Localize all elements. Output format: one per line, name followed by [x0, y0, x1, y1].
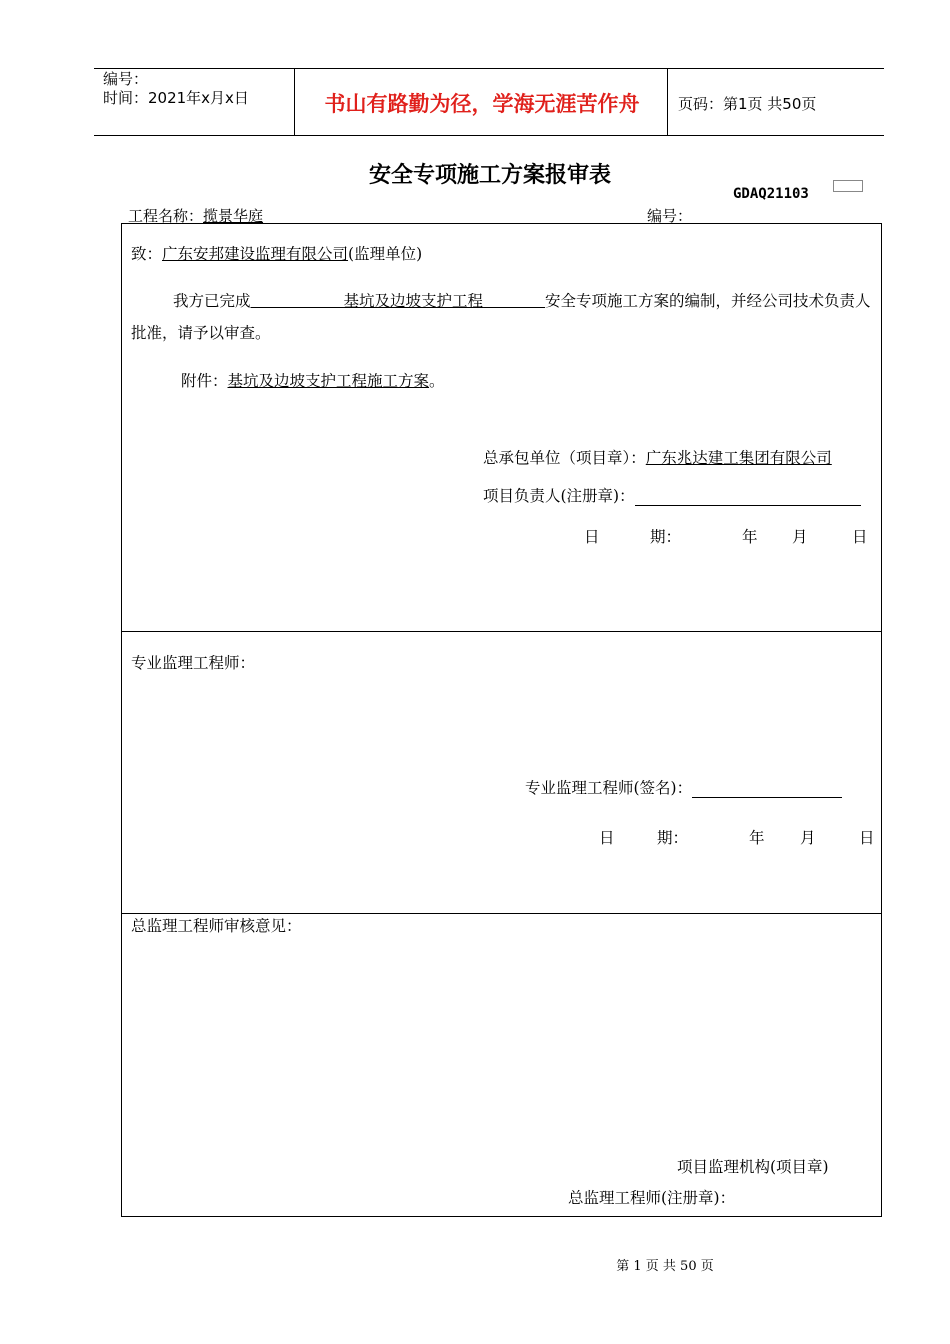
- small-stamp-box: [833, 180, 863, 192]
- header-time: 时间：2021年x月x日: [103, 89, 249, 107]
- supervision-org-label: 项目监理机构(项目章): [677, 1158, 829, 1176]
- date-month: 月: [792, 528, 808, 546]
- body-prefix: 我方已完成: [173, 292, 251, 310]
- addressee-row: [131, 244, 422, 264]
- work-item: [251, 292, 546, 310]
- project-label: 工程名称：: [128, 207, 204, 225]
- engineer-heading: 专业监理工程师：: [131, 654, 256, 672]
- contractor-name: 广东兆达建工集团有限公司: [645, 449, 832, 467]
- form-number-label: 编号：: [647, 207, 693, 225]
- chief-review-heading: 总监理工程师审核意见：: [131, 917, 302, 935]
- chief-engineer-label: 总监理工程师(注册章)：: [568, 1189, 736, 1207]
- section-divider-2: [121, 913, 882, 914]
- date-ri: 日: [599, 829, 615, 847]
- header-number-label: 编号：: [103, 70, 149, 88]
- header-divider-left: [294, 68, 295, 136]
- date-year: 年: [742, 528, 758, 546]
- date-qi: 期：: [650, 528, 682, 546]
- header-top-rule: [94, 68, 884, 69]
- page-footer: 第 1 页 共 50 页: [616, 1259, 714, 1274]
- manager-row: [483, 486, 861, 506]
- section1-date-row: [0, 527, 950, 547]
- contractor-label: 总承包单位（项目章）：: [483, 449, 646, 467]
- work-item-text: 基坑及边坡支护工程: [343, 292, 484, 310]
- header-motto: 书山有路勤为径，学海无涯苦作舟: [324, 91, 640, 116]
- body-suffix: 安全专项施工方案的编制，并经公司技术负责人批准，请予以审查。: [131, 292, 871, 342]
- section2-date-row: [0, 828, 950, 848]
- manager-label: 项目负责人(注册章)：: [483, 487, 635, 505]
- attachment-label: 附件：: [181, 372, 228, 390]
- section-divider-1: [121, 631, 882, 632]
- contractor-row: [483, 448, 832, 468]
- header-bottom-rule: [94, 135, 884, 136]
- attachment-end: 。: [429, 372, 445, 390]
- date-year: 年: [749, 829, 765, 847]
- engineer-sign-label: 专业监理工程师(签名)：: [525, 779, 693, 797]
- project-name: 揽景华庭: [203, 207, 264, 225]
- header-meta: [103, 70, 249, 108]
- date-qi: 期：: [657, 829, 689, 847]
- form-code: GDAQ21103: [733, 186, 809, 202]
- form-title: 安全专项施工方案报审表: [368, 163, 611, 188]
- to-suffix: (监理单位): [348, 245, 423, 263]
- supervision-unit: 广东安邦建设监理有限公司: [162, 245, 349, 263]
- attachment-row: [181, 371, 445, 391]
- date-day: 日: [859, 829, 875, 847]
- date-ri: 日: [584, 528, 600, 546]
- submission-paragraph: [131, 285, 876, 349]
- date-month: 月: [800, 829, 816, 847]
- header-page-info: 页码：第1页 共50页: [678, 95, 817, 113]
- manager-signature-line: [635, 489, 861, 506]
- engineer-sign-row: [525, 778, 842, 798]
- engineer-signature-line: [692, 781, 842, 798]
- to-label: 致：: [131, 245, 163, 263]
- date-day: 日: [852, 528, 868, 546]
- attachment-name: 基坑及边坡支护工程施工方案: [227, 372, 430, 390]
